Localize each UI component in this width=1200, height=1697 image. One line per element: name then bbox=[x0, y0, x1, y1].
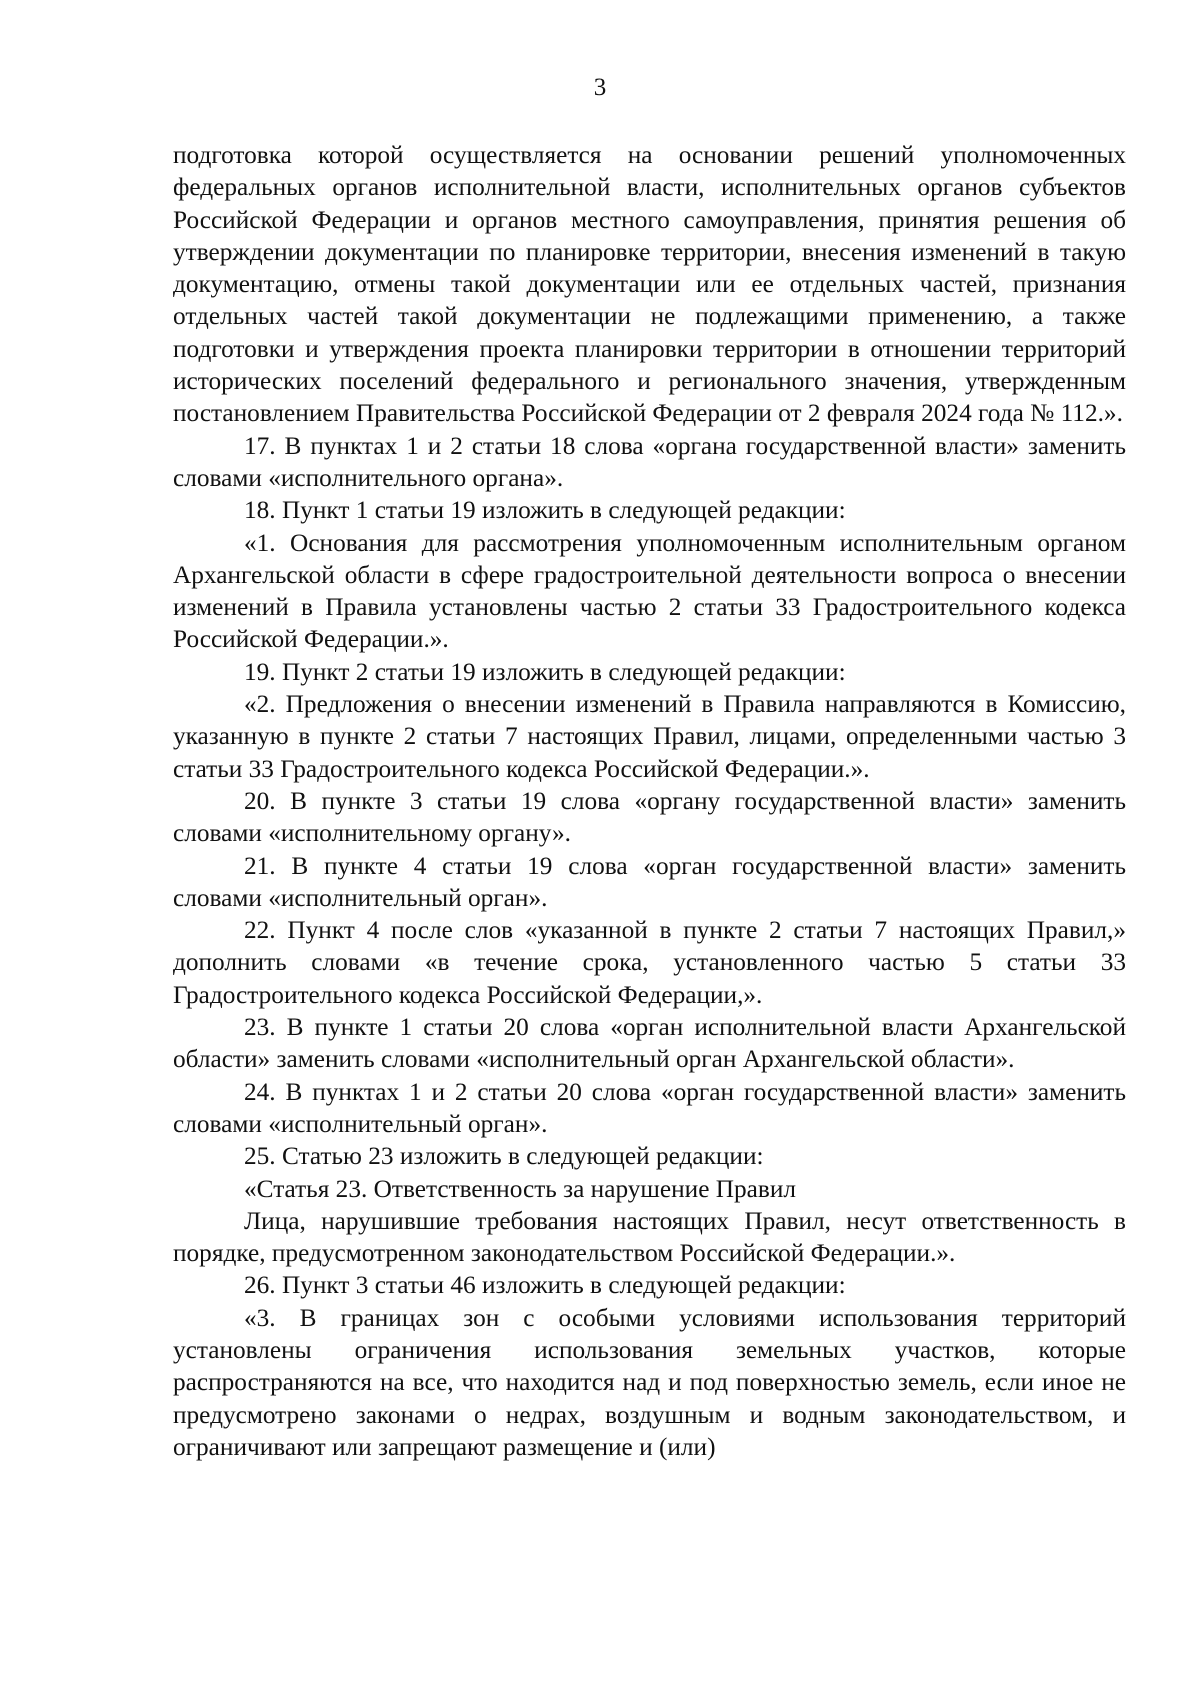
paragraph-item-19: 19. Пункт 2 статьи 19 изложить в следующей редакции: bbox=[244, 657, 846, 686]
paragraph-quote-2: «2. Предложения о внесении изменений в Правила направляются в Комиссию, указанную в пункте 2 статьи 7 настоящих Правил, лицами, определенными частью 3 статьи 33 Градостроительного кодекса Российской Федерации.». bbox=[173, 690, 1126, 783]
page-number: 3 bbox=[593, 74, 607, 101]
paragraph-item-23: 23. В пункте 1 статьи 20 слова «орган исполнительной власти Архангельской области» заменить словами «исполнительный орган Архангельской области». bbox=[173, 1013, 1126, 1074]
paragraph-continuation: подготовка которой осуществляется на основании решений уполномоченных федеральных органов исполнительной власти, исполнительных органов субъектов Российской Федерации и органов местного самоуправления, принятия решения об утверждении документации по планировке территории, внесения изменений в такую документацию, отмены такой документации или ее отдельных частей, признания отдельных частей такой документации не подлежащими применению, а также подготовки и утверждения проекта планировки территории в отношении территорий исторических поселений федерального и регионального значения, утвержденным постановлением Правительства Российской Федерации от 2 февраля 2024 года № 112.». bbox=[173, 141, 1126, 428]
paragraph-item-20: 20. В пункте 3 статьи 19 слова «органу государственной власти» заменить словами «исполнительному органу». bbox=[173, 786, 1126, 848]
paragraph-item-26: 26. Пункт 3 статьи 46 изложить в следующей редакции: bbox=[244, 1271, 846, 1300]
paragraph-item-25: 25. Статью 23 изложить в следующей редакции: bbox=[244, 1142, 764, 1171]
document-body bbox=[173, 139, 1126, 1463]
paragraph-item-22: 22. Пункт 4 после слов «указанной в пункте 2 статьи 7 настоящих Правил,» дополнить словами «в течение срока, установленного частью 5 статьи 33 Градостроительного кодекса Российской Федерации,». bbox=[173, 916, 1126, 1009]
paragraph-item-21: 21. В пункте 4 статьи 19 слова «орган государственной власти» заменить словами «исполнительный орган». bbox=[173, 851, 1126, 912]
paragraph-article-23-title: «Статья 23. Ответственность за нарушение Правил bbox=[244, 1174, 796, 1203]
paragraph-quote-1: «1. Основания для рассмотрения уполномоченным исполнительным органом Архангельской области в сфере градостроительной деятельности вопроса о внесении изменений в Правила установлены частью 2 статьи 33 Градостроительного кодекса Российской Федерации.». bbox=[173, 528, 1126, 654]
paragraph-quote-3: «3. В границах зон с особыми условиями использования территорий установлены ограничения использования земельных участков, которые распространяются на все, что находится над и под поверхностью земель, если иное не предусмотрено законами о недрах, воздушным и водным законодательством, и ограничивают или запрещают размещение и (или) bbox=[173, 1303, 1126, 1461]
paragraph-item-17: 17. В пунктах 1 и 2 статьи 18 слова «органа государственной власти» заменить словами «исполнительного органа». bbox=[173, 431, 1126, 492]
paragraph-item-18: 18. Пункт 1 статьи 19 изложить в следующей редакции: bbox=[244, 496, 846, 525]
paragraph-item-24: 24. В пунктах 1 и 2 статьи 20 слова «орган государственной власти» заменить словами «исполнительный орган». bbox=[173, 1077, 1126, 1138]
paragraph-article-23-text: Лица, нарушившие требования настоящих Правил, несут ответственность в порядке, предусмотренном законодательством Российской Федерации.». bbox=[173, 1206, 1126, 1268]
